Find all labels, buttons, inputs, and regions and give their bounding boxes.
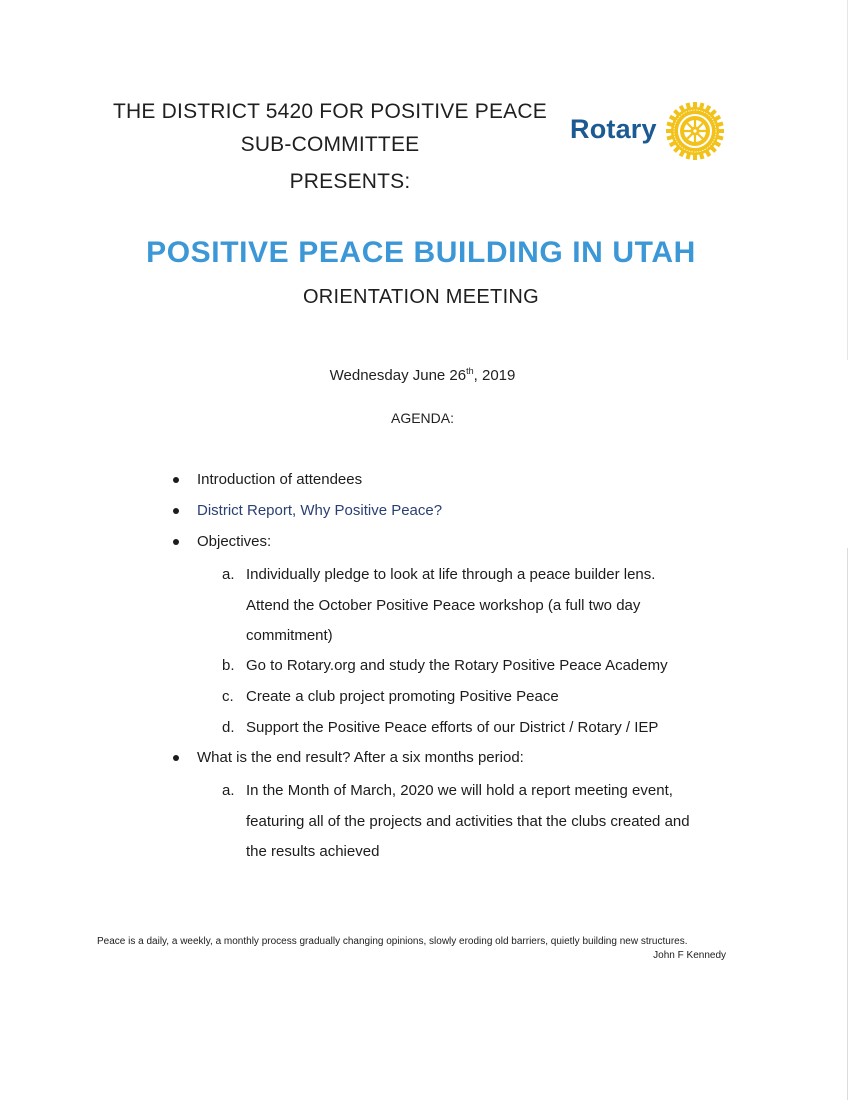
meeting-date-year: , 2019	[473, 367, 516, 384]
meeting-date	[0, 367, 845, 384]
agenda-item: Objectives:	[197, 533, 272, 550]
bullet-marker	[173, 477, 179, 483]
sub-item-letter: a.	[222, 566, 235, 583]
main-title: POSITIVE PEACE BUILDING IN UTAH	[146, 236, 696, 269]
rotary-wheel-icon	[664, 100, 726, 162]
sub-item-letter: c.	[222, 688, 234, 705]
sub-title: ORIENTATION MEETING	[302, 286, 540, 308]
sub-item-text: Individually pledge to look at life through a peace builder lens. Attend the October Positive Peace workshop (a full two day commitment)	[246, 566, 656, 644]
agenda-item: What is the end result? After a six months period:	[197, 749, 524, 766]
sub-item-letter: d.	[222, 719, 235, 736]
agenda-label: AGENDA:	[390, 410, 454, 426]
meeting-date-prefix: Wednesday June 26	[329, 367, 467, 384]
quote-author: John F Kennedy	[653, 950, 726, 961]
bullet-marker	[173, 755, 179, 761]
bullet-marker	[173, 508, 179, 514]
scan-edge-line	[847, 0, 848, 1100]
agenda-item: District Report, Why Positive Peace?	[197, 502, 443, 519]
header-line-3: PRESENTS:	[289, 170, 411, 193]
rotary-wordmark: Rotary	[570, 114, 657, 144]
sub-item-text: In the Month of March, 2020 we will hold a report meeting event, featuring all of the projects and activities that the clubs created and the results achieved	[246, 782, 690, 860]
header-line-2: SUB-COMMITTEE	[240, 133, 420, 156]
sub-item-text: Support the Positive Peace efforts of our District / Rotary / IEP	[246, 719, 659, 736]
header-line-1: THE DISTRICT 5420 FOR POSITIVE PEACE	[113, 100, 547, 123]
sub-item-text: Create a club project promoting Positive Peace	[246, 688, 559, 705]
meeting-date-ordinal: th	[466, 366, 474, 376]
sub-item-letter: a.	[222, 782, 235, 799]
rotary-logo	[570, 100, 726, 164]
sub-item-text: Go to Rotary.org and study the Rotary Positive Peace Academy	[246, 657, 668, 674]
sub-item-letter: b.	[222, 657, 235, 674]
agenda-item: Introduction of attendees	[197, 471, 363, 488]
bullet-marker	[173, 539, 179, 545]
footer-quote: Peace is a daily, a weekly, a monthly process gradually changing opinions, slowly eroding old barriers, quietly building new structures.	[97, 936, 688, 947]
